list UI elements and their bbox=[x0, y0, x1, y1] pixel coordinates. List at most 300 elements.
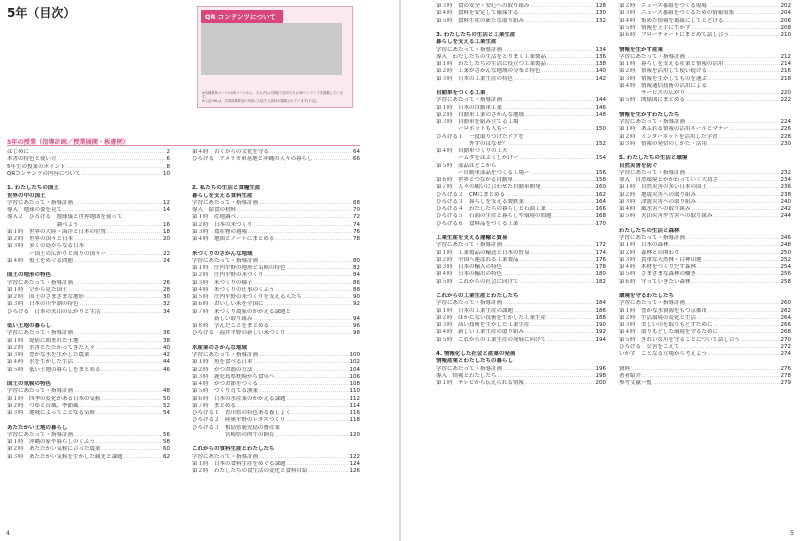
toc-entry bbox=[7, 410, 170, 417]
toc-entry-title: 第１時 わたしたちの生活に役立つ工業製品 bbox=[436, 61, 547, 67]
toc-entry-title: 自動車をつくる工業 bbox=[436, 90, 486, 96]
toc-page-number: 260 bbox=[780, 300, 791, 307]
toc-entry bbox=[619, 119, 791, 126]
toc-entry-title: ひろげる 福井平野の新しい米づくり bbox=[192, 330, 286, 337]
toc-entry-title: 第１時 日本の森林 bbox=[619, 242, 669, 249]
toc-page-number: 112 bbox=[349, 395, 360, 402]
toc-page-number: 22 bbox=[163, 250, 170, 257]
toc-page-number: 76 bbox=[353, 228, 360, 235]
toc-entry-title: 第６時 おいしい米を全国に bbox=[192, 301, 264, 308]
toc-entry-title: あたたかい土地の暮らし bbox=[7, 424, 68, 431]
toc-leader-dots bbox=[107, 229, 162, 236]
toc-page-number: 182 bbox=[595, 278, 606, 285]
toc-entry bbox=[619, 279, 791, 286]
toc-page-number: 90 bbox=[353, 294, 360, 300]
toc-entry-title: 第４時 食料を安定して確保する bbox=[436, 10, 519, 17]
toc-leader-dots bbox=[292, 309, 359, 316]
toc-entry bbox=[192, 454, 360, 461]
toc-leader-dots bbox=[309, 468, 349, 475]
toc-leader-dots bbox=[531, 3, 595, 10]
toc-entry-title: 第６時 世界とつながる自動車 bbox=[436, 177, 513, 183]
toc-heading bbox=[436, 39, 606, 46]
toc-leader-dots bbox=[96, 439, 162, 446]
toc-leader-dots bbox=[708, 68, 779, 75]
toc-leader-dots bbox=[74, 359, 162, 366]
toc-spacer bbox=[192, 164, 360, 171]
toc-leader-dots bbox=[74, 432, 162, 439]
toc-entry-title: 第３時 日本の工業生産の特色 bbox=[436, 75, 514, 82]
toc-page-number: 92 bbox=[353, 301, 360, 308]
toc-entry-title: ひろげる４ わたしたちの暮らしと石油工業 bbox=[436, 206, 547, 212]
toc-leader-dots bbox=[520, 119, 605, 126]
toc-entry bbox=[7, 149, 170, 156]
toc-page-number: 172 bbox=[595, 242, 606, 249]
toc-page-number: 16 bbox=[163, 221, 170, 228]
toc-leader-dots bbox=[80, 403, 162, 410]
toc-entry-title: 第３時 自動車を組み立てる工場 bbox=[436, 119, 519, 125]
toc-page-number: 218 bbox=[780, 75, 791, 82]
toc-entry-title: ひろげる１ 一度取りつけたドアを bbox=[436, 133, 524, 140]
toc-entry-title: 第３時 地域によってことなる気候 bbox=[7, 410, 96, 416]
toc-entry bbox=[192, 461, 360, 468]
toc-entry-title: ひろげる２ CMにまとめる bbox=[436, 191, 506, 198]
toc-entry-title: 学習にあたって・指導計画 bbox=[192, 352, 259, 358]
toc-entry-title: 第２時 水害とたたかってきた人々 bbox=[7, 344, 96, 351]
toc-page-number: 192 bbox=[595, 329, 606, 336]
toc-heading bbox=[436, 90, 606, 97]
toc-page-number: 234 bbox=[780, 177, 791, 183]
toc-entry bbox=[619, 242, 791, 249]
toc-leader-dots bbox=[52, 272, 169, 279]
toc-entry-title: 第２時 国土のさまざまな地形 bbox=[7, 294, 85, 300]
toc-page-number: 84 bbox=[353, 272, 360, 279]
toc-page-number: 176 bbox=[595, 256, 606, 263]
toc-page-number: 264 bbox=[780, 314, 791, 321]
toc-leader-dots bbox=[542, 68, 595, 75]
toc-leader-dots bbox=[664, 47, 790, 54]
toc-entry-title: 学習にあたって・指導計画 bbox=[619, 235, 686, 241]
toc-column-1 bbox=[7, 149, 170, 461]
toc-page-number: 40 bbox=[163, 344, 170, 351]
toc-entry bbox=[436, 134, 606, 141]
toc-entry bbox=[7, 330, 170, 337]
toc-spacer bbox=[619, 148, 791, 155]
right-page bbox=[401, 0, 800, 541]
toc-page-number: 272 bbox=[780, 343, 791, 350]
toc-heading bbox=[436, 358, 606, 365]
toc-leader-dots bbox=[697, 315, 779, 322]
toc-entry-title: これからの工業生産とわたしたち bbox=[436, 293, 519, 299]
toc-entry-title: 学習にあたって・指導計画 bbox=[436, 365, 503, 372]
toc-entry bbox=[619, 366, 791, 373]
toc-entry-title: 第３時 情報の発信のしかた・活用 bbox=[619, 140, 708, 147]
toc-entry-title: QRコンテンツの内容について bbox=[7, 170, 81, 177]
toc-spacer bbox=[192, 171, 360, 178]
toc-leader-dots bbox=[525, 134, 605, 141]
toc-entry bbox=[619, 126, 791, 133]
toc-spacer bbox=[619, 39, 791, 46]
toc-leader-dots bbox=[725, 61, 780, 68]
toc-entry-title: 参考文献一覧 bbox=[619, 380, 653, 386]
toc-page-number: 266 bbox=[780, 322, 791, 328]
toc-leader-dots bbox=[287, 330, 352, 337]
toc-entry-title: 第３時 貴重な天然林・白神山地 bbox=[619, 256, 702, 263]
toc-page-number: 254 bbox=[780, 264, 791, 270]
toc-leader-dots bbox=[237, 214, 352, 221]
toc-entry-title: 第２時 庄内平野の米づくり bbox=[192, 272, 264, 279]
toc-entry bbox=[619, 170, 791, 177]
toc-entry-title: ひろげる３ 根島県鹿児島の畜産業 bbox=[192, 424, 281, 431]
toc-entry bbox=[436, 54, 606, 61]
toc-leader-dots bbox=[631, 366, 779, 373]
toc-page-number: 106 bbox=[349, 373, 360, 380]
toc-leader-dots bbox=[259, 388, 348, 395]
toc-page-number: 26 bbox=[163, 279, 170, 286]
toc-page-number: 154 bbox=[595, 155, 606, 162]
toc-entry bbox=[192, 309, 360, 316]
toc-leader-dots bbox=[292, 410, 348, 417]
toc-page-number: 46 bbox=[163, 366, 170, 373]
toc-entry bbox=[192, 374, 360, 381]
toc-entry bbox=[192, 410, 360, 417]
toc-heading bbox=[7, 381, 170, 388]
toc-leader-dots bbox=[525, 18, 594, 25]
toc-spacer bbox=[7, 417, 170, 424]
toc-heading bbox=[192, 446, 360, 453]
toc-entry-title: ひろげる１ 香川県の特色ある養しょく bbox=[192, 410, 292, 416]
toc-entry-title: 第５時 これからの社会に向けて bbox=[436, 278, 519, 285]
toc-leader-dots bbox=[503, 300, 594, 307]
toc-page-number: 206 bbox=[780, 17, 791, 24]
toc-entry-title: ひろげる 日本の火山の広がりと生活 bbox=[7, 308, 101, 315]
toc-leader-dots bbox=[74, 280, 162, 287]
toc-leader-dots bbox=[124, 214, 169, 221]
toc-leader-dots bbox=[730, 126, 780, 133]
toc-column-2 bbox=[192, 149, 360, 475]
toc-entry bbox=[436, 192, 606, 199]
toc-entry bbox=[619, 90, 791, 97]
toc-page-number: 226 bbox=[780, 126, 791, 133]
toc-entry bbox=[619, 18, 791, 25]
toc-page-number: 240 bbox=[780, 198, 791, 205]
toc-page-number: 208 bbox=[780, 24, 791, 31]
toc-page-number: 188 bbox=[595, 314, 606, 321]
toc-page-number: 28 bbox=[163, 286, 170, 293]
toc-leader-dots bbox=[276, 374, 349, 381]
section-rule bbox=[7, 145, 360, 146]
toc-page-number: 130 bbox=[595, 10, 606, 17]
toc-leader-dots bbox=[30, 149, 165, 156]
toc-entry-title: 新しい取り組み bbox=[192, 315, 253, 322]
toc-page-number: 214 bbox=[780, 61, 791, 67]
toc-entry-title: 第４時 水を生かした生活 bbox=[7, 359, 74, 366]
toc-leader-dots bbox=[259, 258, 352, 265]
toc-leader-dots bbox=[237, 207, 352, 214]
toc-leader-dots bbox=[487, 90, 605, 97]
toc-entry-title: 5年生の授業のポイント bbox=[7, 163, 66, 170]
toc-leader-dots bbox=[719, 177, 780, 184]
toc-page-number: 72 bbox=[353, 214, 360, 221]
toc-page-number: 238 bbox=[780, 191, 791, 198]
toc-leader-dots bbox=[697, 271, 779, 278]
toc-entry bbox=[619, 61, 791, 68]
toc-leader-dots bbox=[498, 373, 595, 380]
toc-page-number: 244 bbox=[780, 213, 791, 220]
toc-entry bbox=[192, 301, 360, 308]
toc-entry-title: 第４時 木材をつくりだす森林 bbox=[619, 264, 697, 270]
toc-entry bbox=[192, 330, 360, 337]
toc-page-number: 122 bbox=[349, 453, 360, 460]
toc-leader-dots bbox=[681, 250, 780, 257]
toc-entry bbox=[436, 315, 606, 322]
toc-entry-title: 第３時 米づくりの様子 bbox=[192, 279, 253, 286]
toc-page-number: 248 bbox=[780, 242, 791, 249]
toc-leader-dots bbox=[686, 119, 779, 126]
toc-entry-title: 第４時 情報通信技術の活用による bbox=[619, 82, 708, 89]
toc-entry bbox=[192, 396, 360, 403]
toc-entry bbox=[436, 221, 606, 228]
toc-entry-title: 第１時 暮らしを支える産業と情報の活用 bbox=[619, 61, 724, 67]
toc-leader-dots bbox=[82, 171, 162, 178]
toc-leader-dots bbox=[58, 156, 166, 163]
toc-heading bbox=[192, 345, 360, 352]
toc-entry-title: 1. わたしたちの国土 bbox=[7, 185, 59, 192]
toc-entry-title: 暮らしを支える食料生産 bbox=[192, 192, 253, 199]
toc-leader-dots bbox=[498, 39, 605, 46]
toc-heading bbox=[192, 185, 360, 192]
toc-entry bbox=[7, 388, 170, 395]
toc-entry bbox=[619, 76, 791, 83]
toc-entry-title: 第３時 農産物の週報 bbox=[192, 228, 248, 235]
toc-page-number: 186 bbox=[595, 307, 606, 314]
toc-leader-dots bbox=[719, 134, 780, 141]
toc-entry-title: 第２時 森林との関わり bbox=[619, 249, 680, 256]
toc-leader-dots bbox=[708, 308, 779, 315]
toc-entry bbox=[7, 214, 170, 221]
toc-leader-dots bbox=[503, 97, 594, 104]
toc-page-number: 242 bbox=[780, 206, 791, 212]
toc-page-number: 32 bbox=[163, 301, 170, 308]
toc-entry-title: 第５時 食料生産の新たな取り組み bbox=[436, 17, 525, 24]
toc-entry bbox=[436, 308, 606, 315]
toc-entry bbox=[192, 222, 360, 229]
toc-entry bbox=[436, 380, 606, 387]
toc-leader-dots bbox=[60, 185, 169, 192]
toc-entry bbox=[192, 381, 360, 388]
toc-entry bbox=[192, 200, 360, 207]
toc-page-number: 262 bbox=[780, 307, 791, 314]
toc-leader-dots bbox=[74, 200, 162, 207]
toc-leader-dots bbox=[525, 112, 594, 119]
toc-entry bbox=[7, 359, 170, 366]
toc-leader-dots bbox=[74, 330, 162, 337]
toc-entry-title: 第３時 豊かな水を生かした農業 bbox=[7, 352, 90, 358]
toc-entry-title: 導入 地球の姿を見て bbox=[7, 207, 63, 213]
toc-leader-dots bbox=[509, 235, 605, 242]
toc-entry-title: わたしたちの生活と森林 bbox=[619, 227, 680, 234]
toc-entry-title: 第１時 日本の工業生産の課題 bbox=[436, 307, 514, 314]
toc-page-number: 252 bbox=[780, 256, 791, 263]
toc-entry-title: 第８時 学んだことをまとめる bbox=[192, 323, 270, 329]
toc-heading bbox=[7, 272, 170, 279]
toc-page-number: 42 bbox=[163, 352, 170, 358]
toc-page-number: 132 bbox=[595, 17, 606, 24]
toc-entry-title: 3. わたしたちの生活と工業生産 bbox=[436, 32, 516, 38]
toc-entry bbox=[192, 323, 360, 330]
toc-leader-dots bbox=[509, 126, 595, 133]
toc-page-number: 160 bbox=[595, 184, 606, 191]
toc-page-number: 36 bbox=[163, 330, 170, 337]
toc-entry bbox=[192, 214, 360, 221]
toc-entry bbox=[436, 112, 606, 119]
toc-entry bbox=[192, 265, 360, 272]
toc-entry bbox=[619, 351, 791, 358]
toc-entry-title: 導入２ ひろげる 地球儀と世界地図を使って bbox=[7, 214, 123, 221]
toc-entry bbox=[192, 352, 360, 359]
toc-leader-dots bbox=[692, 206, 780, 213]
toc-entry-title: 第２時 ニュース番組をつくる現場 bbox=[619, 3, 707, 9]
toc-leader-dots bbox=[74, 388, 162, 395]
toc-leader-dots bbox=[509, 141, 595, 148]
toc-page-number: 44 bbox=[163, 359, 170, 366]
toc-page-number: 82 bbox=[353, 265, 360, 271]
toc-entry-title: 学習にあたって・指導計画 bbox=[7, 279, 74, 286]
toc-leader-dots bbox=[254, 316, 352, 323]
toc-entry bbox=[436, 322, 606, 329]
toc-leader-dots bbox=[265, 301, 352, 308]
toc-entry bbox=[619, 184, 791, 191]
toc-page-number: 98 bbox=[353, 330, 360, 337]
toc-entry bbox=[619, 213, 791, 220]
toc-heading bbox=[192, 251, 360, 258]
toc-leader-dots bbox=[80, 338, 162, 345]
toc-entry-title: 第２時 日本の米づくり bbox=[192, 221, 253, 228]
qr-note: ※各種教育ページのQRコードから、それぞれの情報で活用できるQRコンテンツを掲載しています。 bbox=[202, 91, 343, 99]
toc-entry bbox=[436, 271, 606, 278]
toc-spacer bbox=[436, 228, 606, 235]
toc-entry bbox=[619, 134, 791, 141]
toc-entry-title: 第５時 きれいな川を守ることについて話し合う bbox=[619, 336, 740, 343]
toc-entry bbox=[619, 177, 791, 184]
toc-entry-title: 第３時 高い技術を生かした工業生産 bbox=[436, 322, 530, 328]
toc-entry-title: ひろげる アメリカ軍基地と沖縄の人々の暮らし bbox=[192, 156, 313, 163]
toc-entry bbox=[619, 235, 791, 242]
toc-entry-title: 第４時 取りもどした環境を守るために bbox=[619, 329, 719, 336]
toc-page-number: 136 bbox=[595, 53, 606, 60]
toc-entry bbox=[619, 206, 791, 213]
toc-leader-dots bbox=[270, 149, 352, 156]
toc-leader-dots bbox=[503, 242, 594, 249]
toc-leader-dots bbox=[261, 185, 359, 192]
toc-entry-title: 2. 私たちの生活と食糧生産 bbox=[192, 185, 261, 192]
toc-entry bbox=[436, 213, 606, 220]
toc-leader-dots bbox=[542, 184, 595, 191]
toc-leader-dots bbox=[509, 148, 605, 155]
toc-leader-dots bbox=[259, 381, 348, 388]
toc-page-number: 20 bbox=[163, 236, 170, 242]
toc-entry-title: 情報を生かす産業 bbox=[619, 46, 664, 53]
toc-leader-dots bbox=[102, 309, 162, 316]
toc-page-number: 12 bbox=[163, 199, 170, 206]
toc-leader-dots bbox=[525, 329, 594, 336]
toc-entry bbox=[619, 329, 791, 336]
toc-leader-dots bbox=[708, 141, 779, 148]
toc-leader-dots bbox=[276, 432, 349, 439]
qr-placeholder-image bbox=[201, 23, 342, 75]
toc-page-number: 24 bbox=[163, 257, 170, 264]
toc-page-number: 156 bbox=[595, 169, 606, 176]
toc-entry-title: 第７時 まとめる bbox=[192, 402, 237, 409]
toc-entry-title: サービスの広がり bbox=[619, 90, 686, 96]
toc-heading bbox=[192, 193, 360, 200]
toc-leader-dots bbox=[686, 90, 779, 97]
toc-page-number: 168 bbox=[595, 213, 606, 220]
toc-leader-dots bbox=[303, 294, 352, 301]
toc-entry-title: 第２時 わたしたちの食生活の変化と食料自給 bbox=[192, 468, 308, 474]
toc-entry bbox=[436, 250, 606, 257]
toc-entry bbox=[619, 308, 791, 315]
toc-entry-title: 学習にあたって・指導計画 bbox=[7, 330, 74, 337]
toc-entry-title: 第１時 産地調べ bbox=[192, 214, 237, 221]
toc-entry-title: 第１時 世界の大陸・海洋と日本の位置 bbox=[7, 228, 107, 235]
toc-entry bbox=[192, 359, 360, 366]
toc-page-number: 10 bbox=[163, 170, 170, 177]
toc-page-number: 204 bbox=[780, 10, 791, 17]
toc-heading bbox=[619, 47, 791, 54]
toc-leader-dots bbox=[520, 221, 595, 228]
toc-page-number: 96 bbox=[353, 323, 360, 329]
toc-entry-title: 第５時 情報を上手に生かす bbox=[619, 24, 691, 31]
toc-heading bbox=[7, 185, 170, 192]
toc-page-number: 198 bbox=[595, 372, 606, 379]
toc-leader-dots bbox=[254, 193, 359, 200]
toc-leader-dots bbox=[248, 229, 352, 236]
toc-column-3 bbox=[436, 3, 606, 387]
toc-leader-dots bbox=[503, 271, 594, 278]
toc-leader-dots bbox=[124, 454, 162, 461]
toc-entry bbox=[619, 97, 791, 104]
toc-entry-title: 第２時 自動車工業のさかんな地域 bbox=[436, 111, 525, 118]
toc-leader-dots bbox=[259, 454, 348, 461]
toc-entry bbox=[192, 294, 360, 301]
toc-entry bbox=[7, 280, 170, 287]
toc-entry bbox=[436, 170, 606, 177]
toc-entry bbox=[7, 236, 170, 243]
toc-page-number: 18 bbox=[163, 228, 170, 235]
toc-spacer bbox=[436, 344, 606, 351]
toc-page-number: 258 bbox=[780, 278, 791, 285]
toc-leader-dots bbox=[96, 410, 162, 417]
toc-entry-title: 第４時 自動車づくりの工夫 bbox=[436, 148, 508, 154]
toc-entry-title: 第６時 日本の水産業のかかえる課題 bbox=[192, 395, 286, 402]
toc-page-number: 88 bbox=[353, 286, 360, 293]
toc-entry-title: 第３時 日本の輸入の特色 bbox=[436, 264, 503, 270]
toc-entry bbox=[619, 380, 791, 387]
toc-entry-title: 第６時 フローチャートにまとめて話し合う bbox=[619, 32, 729, 38]
toc-entry bbox=[436, 206, 606, 213]
toc-page-number: 216 bbox=[780, 68, 791, 75]
toc-leader-dots bbox=[91, 352, 162, 359]
toc-entry bbox=[192, 280, 360, 287]
toc-page-number: 52 bbox=[163, 402, 170, 409]
toc-spacer bbox=[619, 221, 791, 228]
toc-leader-dots bbox=[503, 366, 594, 373]
toc-entry bbox=[619, 68, 791, 75]
toc-entry-title: 調べよう bbox=[7, 221, 79, 228]
toc-spacer bbox=[436, 83, 606, 90]
toc-entry bbox=[619, 199, 791, 206]
toc-leader-dots bbox=[47, 193, 169, 200]
